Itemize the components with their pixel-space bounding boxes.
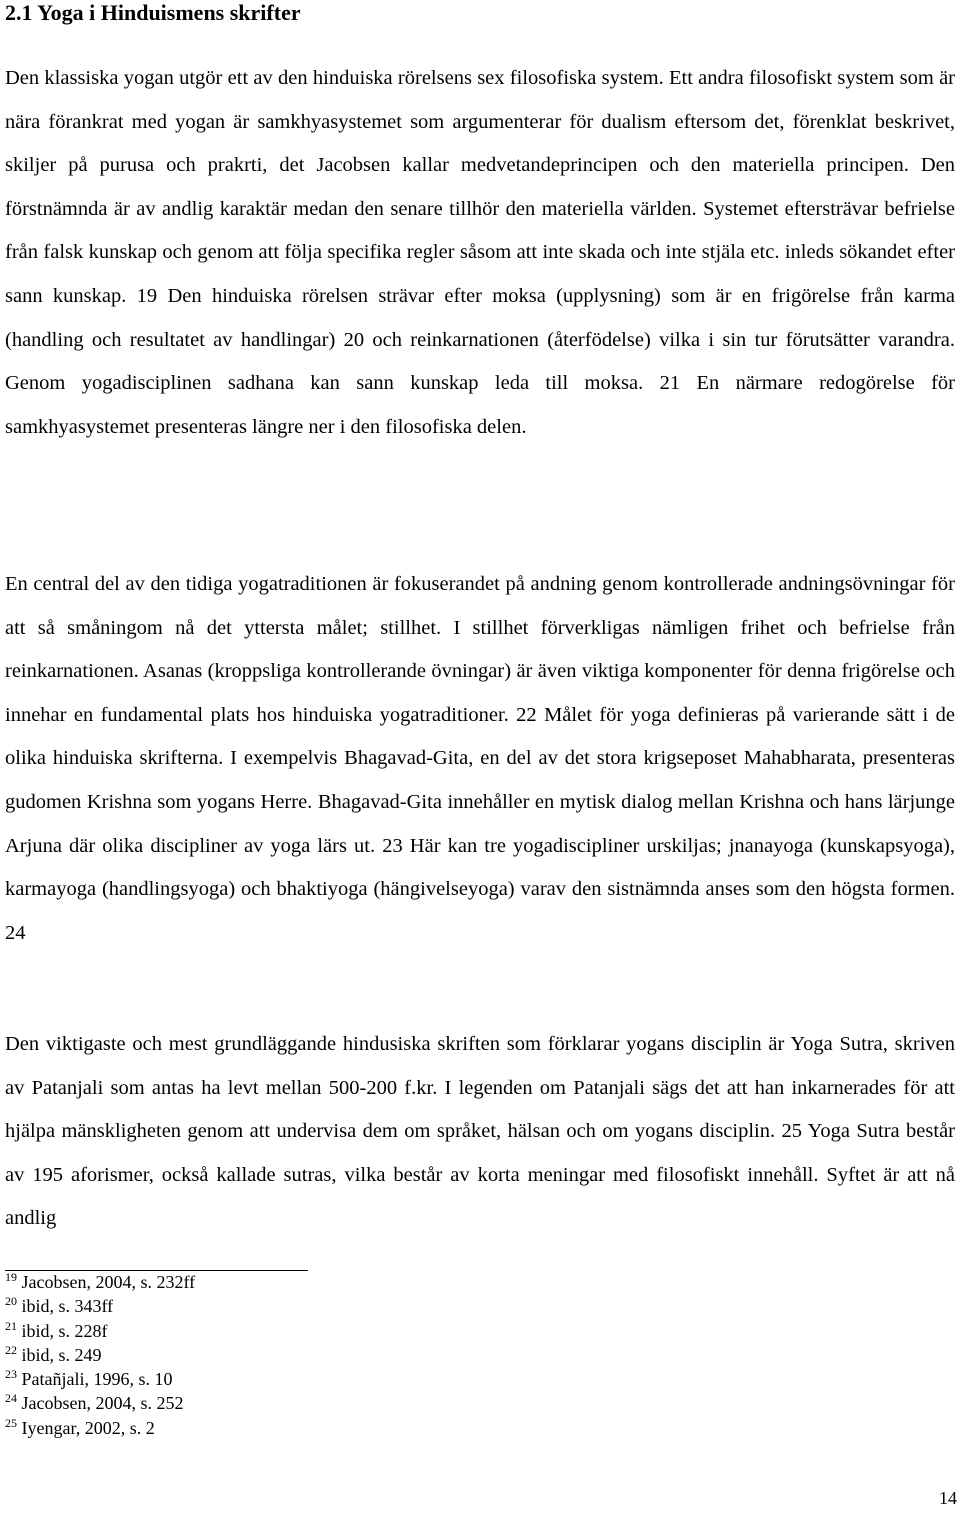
- footnote-text: Patañjali, 1996, s. 10: [21, 1369, 173, 1390]
- footnote: [5, 1367, 605, 1391]
- footnote-number: 24: [5, 1391, 17, 1406]
- page-number: 14: [939, 1488, 957, 1508]
- footnote: [5, 1270, 605, 1294]
- footnote-text: Jacobsen, 2004, s. 252: [21, 1393, 184, 1414]
- footnote-text: ibid, s. 249: [21, 1344, 102, 1365]
- footnote: [5, 1391, 605, 1415]
- footnote: [5, 1343, 605, 1367]
- footnote-number: 21: [5, 1318, 17, 1333]
- footnotes: [5, 1270, 605, 1440]
- footnote-number: 20: [5, 1294, 17, 1309]
- footnote: [5, 1416, 605, 1440]
- footnote: [5, 1319, 605, 1343]
- footnote-text: Iyengar, 2002, s. 2: [21, 1417, 155, 1438]
- footnote-number: 25: [5, 1415, 17, 1430]
- footnote-text: ibid, s. 343ff: [21, 1296, 114, 1317]
- footnote-text: Jacobsen, 2004, s. 232ff: [21, 1272, 196, 1292]
- section-heading: 2.1 Yoga i Hinduismens skrifter: [5, 0, 301, 25]
- footnote-number: 23: [5, 1367, 17, 1382]
- paragraph-2: En central del av den tidiga yogatraditionen är fokuserandet på andning genom kontrollerade andningsövningar för att så småningom nå det yttersta målet; stillhet. I stillhet förverkligas nämligen frihet och befrielse från reinkarnationen. Asanas (kroppsliga kontrollerande övningar) är även viktiga komponenter för denna frigörelse och innehar en fundamental plats hos hinduiska yogatraditioner. 22 Målet för yoga definieras på varierande sätt i de olika hinduiska skrifterna. I exempelvis Bhagavad-Gita, en del av det stora krigseposet Mahabharata, presenteras gudomen Krishna som yogans Herre. Bhagavad-Gita innehåller en mytisk dialog mellan Krishna och hans lärjunge Arjuna där olika discipliner av yoga lärs ut. 23 Här kan tre yogadiscipliner urskiljas; jnanayoga (kunskapsyoga), karmayoga (handlingsyoga) och bhaktiyoga (hängivelseyoga) varav den sistnämnda anses som den högsta formen. 24: [5, 573, 955, 944]
- paragraph-3: Den viktigaste och mest grundläggande hindusiska skriften som förklarar yogans disciplin är Yoga Sutra, skriven av Patanjali som antas ha levt mellan 500-200 f.kr. I legenden om Patanjali sägs det att han inkarnerades för att hjälpa mänskligheten genom att undervisa dem om språket, hälsan och om yogans disciplin. 25 Yoga Sutra består av 195 aforismer, också kallade sutras, vilka består av korta meningar med filosofiskt innehåll. Syftet är att nå andlig: [5, 1033, 955, 1230]
- footnote-text: ibid, s. 228f: [21, 1320, 108, 1341]
- paragraph-1: Den klassiska yogan utgör ett av den hinduiska rörelsens sex filosofiska system. Ett andra filosofiskt system som är nära förankrat med yogan är samkhyasystemet som argumenterar för dualism eftersom det, förenklat beskrivet, skiljer på purusa och prakrti, det Jacobsen kallar medvetandeprincipen och den materiella principen. Den förstnämnda är av andlig karaktär medan den senare tillhör den materiella världen. Systemet eftersträvar befrielse från falsk kunskap och genom att följa specifika regler såsom att inte skada och inte stjäla etc. inleds sökandet efter sann kunskap. 19 Den hinduiska rörelsen strävar efter moksa (upplysning) som är en frigörelse från karma (handling och resultatet av handlingar) 20 och reinkarnationen (återfödelse) vilka i sin tur förutsätter varandra. Genom yogadisciplinen sadhana kan sann kunskap leda till moksa. 21 En närmare redogörelse för samkhyasystemet presenteras längre ner i den filosofiska delen.: [5, 67, 955, 438]
- footnote-number: 22: [5, 1342, 17, 1357]
- footnote-number: 19: [5, 1270, 17, 1284]
- footnote: [5, 1294, 605, 1318]
- document-page: [5, 0, 955, 1438]
